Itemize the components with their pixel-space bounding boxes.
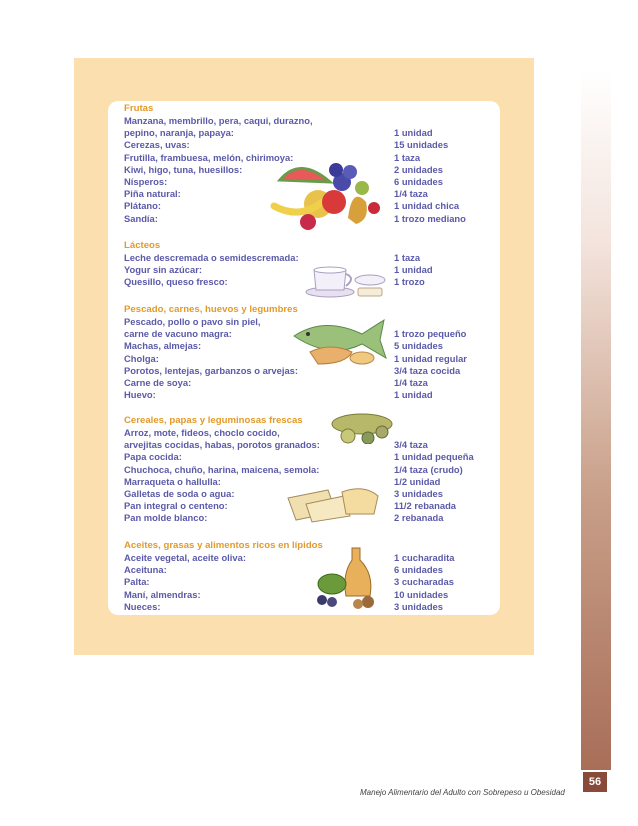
food-item: Sandía:	[124, 212, 158, 224]
food-item: Leche descremada o semidescremada:	[124, 252, 299, 263]
food-item: Arroz, mote, fideos, choclo cocido,	[124, 427, 280, 438]
food-item: Cholga:	[124, 352, 159, 364]
food-qty: 6 unidades	[394, 175, 443, 187]
food-row	[124, 427, 492, 439]
food-row	[124, 365, 492, 377]
food-qty: 11/2 rebanada	[394, 500, 457, 512]
food-qty: 3/4 taza cocida	[394, 364, 461, 376]
section-title: Lácteos	[124, 240, 161, 251]
food-qty: 1/4 taza (crudo)	[394, 463, 463, 475]
food-qty: 1 unidad chica	[394, 200, 460, 212]
food-item: Pescado, pollo o pavo sin piel,	[124, 316, 261, 327]
section-title: Frutas	[124, 103, 154, 114]
food-item: arvejitas cocidas, habas, porotos granados:	[124, 439, 320, 451]
food-qty: 1 unidad pequeña	[394, 451, 474, 463]
bread-illustration	[284, 484, 384, 524]
food-item: Maní, almendras:	[124, 588, 201, 600]
food-item: Galletas de soda o agua:	[124, 487, 235, 499]
fruit-illustration	[270, 158, 390, 236]
food-row	[124, 139, 492, 151]
food-item: Pan integral o centeno:	[124, 500, 228, 512]
food-qty: 1 trozo mediano	[394, 212, 466, 224]
food-item: Papa cocida:	[124, 451, 182, 463]
food-item: Chuchoca, chuño, harina, maicena, semola:	[124, 463, 320, 475]
food-qty: 2 unidades	[394, 163, 443, 175]
food-row	[124, 589, 492, 601]
food-qty: 1/4 taza	[394, 188, 428, 200]
food-row	[124, 552, 492, 564]
grains-illustration	[330, 410, 394, 444]
food-item: carne de vacuno magra:	[124, 328, 232, 340]
food-qty: 1/2 unidad	[394, 475, 441, 487]
page-number: 56	[583, 772, 607, 792]
food-row	[124, 439, 492, 451]
food-row	[124, 576, 492, 588]
section-title: Cereales, papas y leguminosas frescas	[124, 415, 303, 426]
food-qty: 1 taza	[394, 252, 421, 263]
section-title: Pescado, carnes, huevos y legumbres	[124, 304, 298, 315]
food-item: Aceituna:	[124, 564, 167, 576]
food-item: Yogur sin azúcar:	[124, 264, 202, 276]
food-qty: 5 unidades	[394, 340, 443, 352]
food-qty: 1 trozo	[394, 276, 425, 288]
food-item: pepino, naranja, papaya:	[124, 127, 234, 139]
food-qty: 1 unidad regular	[394, 352, 467, 364]
footer-text: Manejo Alimentario del Adulto con Sobrepeso u Obesidad	[360, 788, 565, 797]
food-qty: 1 cucharadita	[394, 552, 455, 563]
food-item: Pan molde blanco:	[124, 512, 208, 524]
food-item: Palta:	[124, 576, 150, 588]
food-item: Quesillo, queso fresco:	[124, 276, 228, 288]
food-qty: 15 unidades	[394, 139, 449, 151]
food-qty: 1 unidad	[394, 127, 433, 139]
food-item: Carne de soya:	[124, 376, 192, 388]
food-item: Nueces:	[124, 600, 161, 612]
food-item: Porotos, lentejas, garbanzos o arvejas:	[124, 364, 299, 376]
food-item: Aceite vegetal, aceite oliva:	[124, 552, 246, 563]
food-item: Kiwi, higo, tuna, huesillos:	[124, 163, 243, 175]
food-item: Plátano:	[124, 200, 161, 212]
food-qty: 1 unidad	[394, 389, 433, 401]
food-item: Machas, almejas:	[124, 340, 202, 352]
food-qty: 10 unidades	[394, 588, 449, 600]
food-row	[124, 451, 492, 463]
food-row	[124, 115, 492, 127]
food-row	[124, 601, 492, 613]
food-item: Piña natural:	[124, 188, 181, 200]
food-item: Cerezas, uvas:	[124, 139, 190, 151]
food-qty: 3 unidades	[394, 600, 443, 612]
page-edge-gradient	[581, 70, 611, 770]
food-item: Nísperos:	[124, 175, 168, 187]
food-qty: 3 unidades	[394, 487, 443, 499]
food-row	[124, 389, 492, 401]
section-aceites	[124, 540, 492, 613]
food-qty: 1 unidad	[394, 264, 433, 276]
food-qty: 2 rebanada	[394, 512, 444, 524]
food-row	[124, 127, 492, 139]
food-item: Frutilla, frambuesa, melón, chirimoya:	[124, 151, 294, 163]
food-qty: 3 cucharadas	[394, 576, 454, 588]
dairy-illustration	[304, 262, 388, 302]
food-item: Marraqueta o hallulla:	[124, 475, 221, 487]
food-row	[124, 564, 492, 576]
food-qty: 3/4 taza	[394, 439, 428, 451]
food-item: Manzana, membrillo, pera, caqui, durazno,	[124, 115, 313, 126]
food-qty: 1 taza	[394, 151, 421, 163]
food-row	[124, 464, 492, 476]
section-title: Aceites, grasas y alimentos ricos en lípidos	[124, 540, 323, 551]
food-row	[124, 377, 492, 389]
food-qty: 1 trozo pequeño	[394, 328, 467, 340]
oils-illustration	[312, 544, 384, 610]
food-item: Huevo:	[124, 389, 156, 401]
food-qty: 1/4 taza	[394, 376, 428, 388]
food-qty: 6 unidades	[394, 564, 443, 576]
fish-meat-illustration	[290, 314, 390, 366]
